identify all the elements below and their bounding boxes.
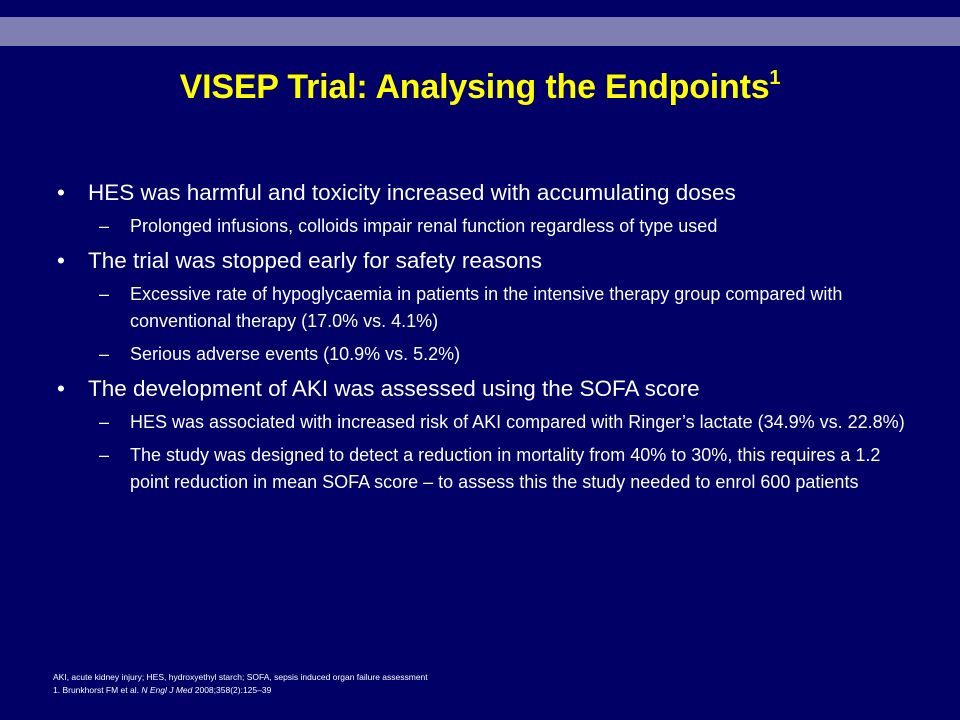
bullet-list <box>57 178 917 502</box>
dash-icon: – <box>99 412 110 432</box>
dash-icon: – <box>99 284 110 304</box>
sub-bullet-item <box>57 281 917 335</box>
sub-bullet-text: The study was designed to detect a reduction in mortality from 40% to 30%, this requires a 1.2 point reduction in mean SOFA score – to assess this the study needed to enrol 600 patients <box>130 445 881 492</box>
bullet-icon: • <box>57 248 65 273</box>
reference-footnote <box>53 684 428 697</box>
bullet-text: The development of AKI was assessed using the SOFA score <box>88 376 700 401</box>
sub-bullet-item <box>57 213 917 240</box>
title-superscript: 1 <box>769 67 781 89</box>
abbreviations-footnote: AKI, acute kidney injury; HES, hydroxyethyl starch; SOFA, sepsis induced organ failure assessment <box>53 672 428 682</box>
slide-title-text: VISEP Trial: Analysing the Endpoints <box>179 68 770 106</box>
reference-citation: 2008;358(2):125–39 <box>192 685 272 695</box>
dash-icon: – <box>99 216 110 236</box>
bullet-item <box>57 374 917 403</box>
bullet-icon: • <box>57 180 65 205</box>
bullet-text: The trial was stopped early for safety reasons <box>88 248 542 273</box>
reference-journal: N Engl J Med <box>141 685 193 695</box>
bullet-text: HES was harmful and toxicity increased with accumulating doses <box>88 180 736 205</box>
reference-authors: 1. Brunkhorst FM et al. <box>53 685 142 695</box>
footnotes <box>53 671 428 697</box>
sub-bullet-item <box>57 341 917 368</box>
bullet-icon: • <box>57 376 65 401</box>
sub-bullet-text: Prolonged infusions, colloids impair renal function regardless of type used <box>130 216 718 236</box>
sub-bullet-text: HES was associated with increased risk of AKI compared with Ringer’s lactate (34.9% vs. 22.8%) <box>130 412 905 432</box>
top-band <box>0 17 960 46</box>
dash-icon: – <box>99 445 110 465</box>
slide-title <box>0 60 960 114</box>
bullet-item <box>57 178 917 207</box>
sub-bullet-text: Serious adverse events (10.9% vs. 5.2%) <box>130 344 461 364</box>
bullet-item <box>57 246 917 275</box>
dash-icon: – <box>99 344 110 364</box>
sub-bullet-item <box>57 409 917 436</box>
sub-bullet-item <box>57 442 917 496</box>
sub-bullet-text: Excessive rate of hypoglycaemia in patients in the intensive therapy group compared with conventional therapy (17.0% vs. 4.1%) <box>130 284 843 331</box>
